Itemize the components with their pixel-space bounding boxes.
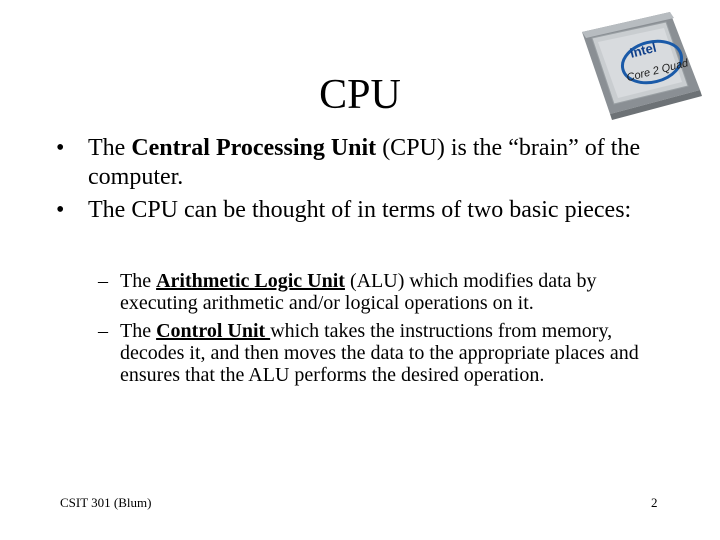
- sub-bullet-item: [98, 270, 658, 314]
- bullet-item: [56, 134, 686, 192]
- sub-text-pre: The: [120, 320, 157, 342]
- slide-title: CPU: [319, 72, 401, 118]
- footer-page-number: 2: [651, 495, 658, 510]
- sub-bullet-item: [98, 320, 658, 386]
- sub-text-pre: The: [120, 270, 157, 292]
- main-bullet-list: [56, 134, 686, 229]
- sub-text-post: which takes the instructions from memory, decodes it, and then moves the data to the appropriate places and ensures that the ALU performs the desired operation.: [120, 320, 639, 386]
- chip-model: Core 2 Quad: [625, 57, 690, 85]
- term-cpu: Central Processing Unit: [131, 135, 377, 161]
- sub-text-post: (ALU) which modifies data by executing arithmetic and/or logical operations on it.: [120, 270, 597, 314]
- bullet-marker: •: [56, 135, 65, 161]
- bullet-item: [56, 196, 686, 225]
- term-control-unit: Control Unit: [156, 320, 271, 342]
- sub-bullet-marker: –: [98, 270, 108, 292]
- bullet-marker: •: [56, 197, 65, 223]
- bullet-text-post: (CPU) is the “brain” of the computer.: [88, 135, 641, 190]
- sub-bullet-list: [98, 270, 658, 392]
- footer-course: CSIT 301 (Blum): [60, 495, 152, 510]
- term-alu: Arithmetic Logic Unit: [156, 270, 345, 292]
- bullet-text: The CPU can be thought of in terms of two basic pieces:: [88, 197, 632, 223]
- sub-bullet-marker: –: [98, 320, 108, 342]
- chip-brand: intel: [628, 39, 658, 61]
- bullet-text-pre: The: [88, 135, 132, 161]
- cpu-chip-icon: [568, 8, 708, 120]
